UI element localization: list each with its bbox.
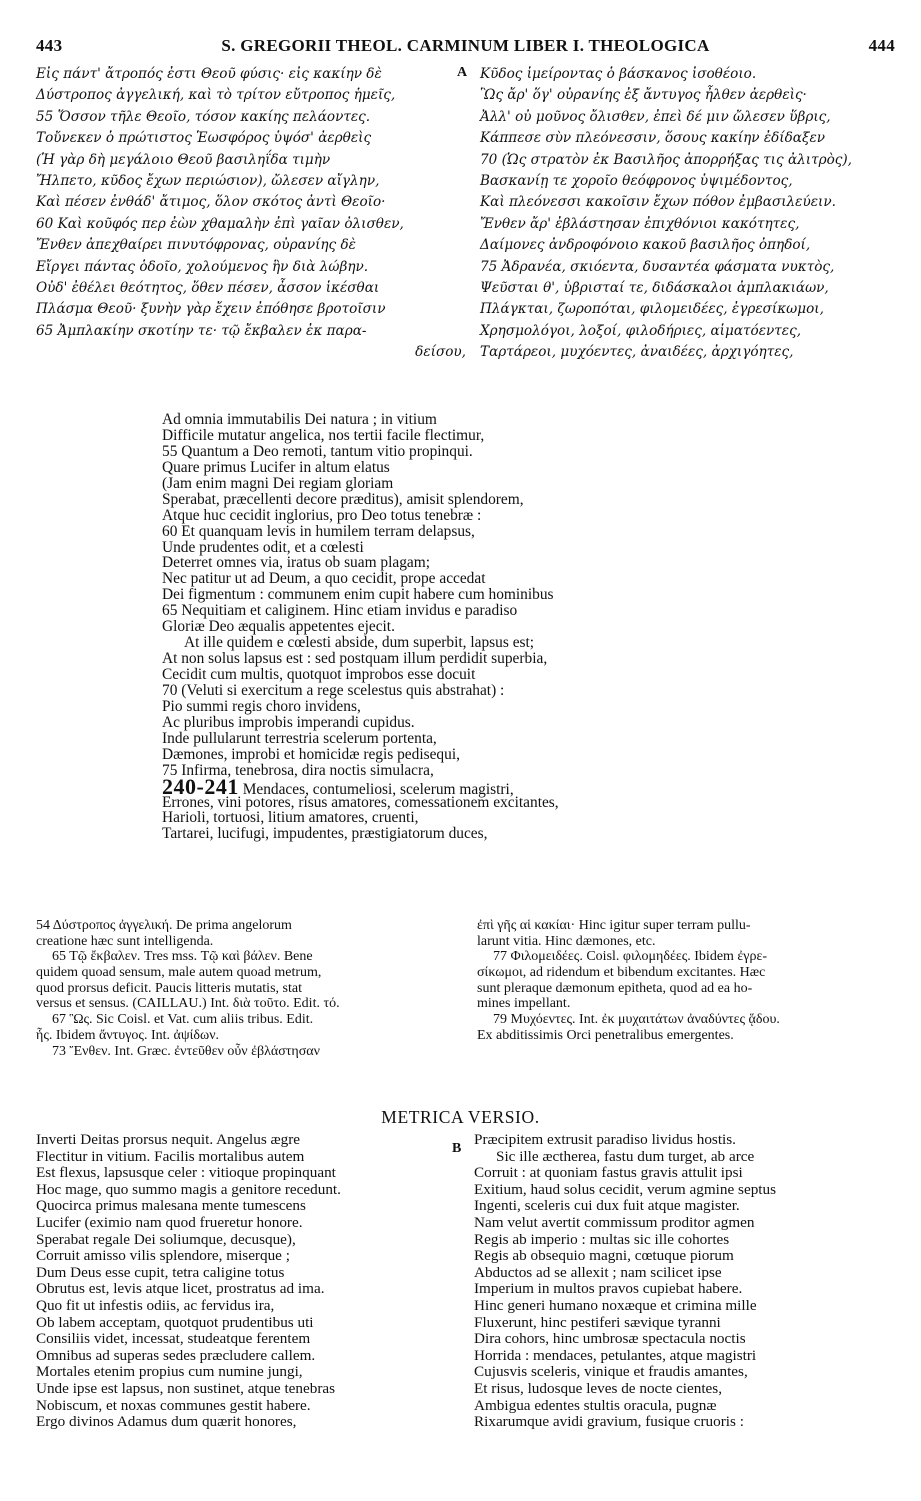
latin-verse-line: Inde pullularunt terrestria scelerum portenta,	[162, 729, 437, 747]
greek-verse-line: Χρησμολόγοι, λοξοί, φιλοδήριες, αἱματόεντες,	[480, 322, 802, 339]
footnote-line: 73 Ἔνθεν. Int. Græc. ἐντεῦθεν οὖν ἐβλάστησαν	[52, 1043, 320, 1059]
metrica-verse-line: Mortales etenim propius cum numine jungi,	[36, 1363, 303, 1381]
metrica-verse-line: Abductos ad se allexit ; nam scilicet ipse	[474, 1263, 722, 1281]
latin-verse-text: Mendaces, contumeliosi, scelerum magistri,	[242, 780, 514, 798]
margin-letter-b: B	[452, 1141, 462, 1156]
footnote-line: 77 Φιλομειδέες. Coisl. φιλομηδέες. Ibidem ἐγρε-	[493, 949, 768, 965]
metrica-verse-line: Rixarumque avidi gravium, fusique cruoris :	[474, 1413, 744, 1431]
greek-verse-line: (Ἡ γὰρ δὴ μεγάλοιο Θεοῦ βασιληΐδα τιμὴν	[36, 151, 331, 168]
metrica-verse-line: Nobiscum, et noxas communes gestit habere.	[36, 1396, 311, 1414]
latin-verse-line	[162, 773, 762, 799]
footnotes-right	[477, 918, 905, 1044]
metrica-verse-line: Exitium, haud solus cecidit, verum agmine septus	[474, 1180, 777, 1198]
latin-verse-line: 70 (Veluti si exercitum a rege scelestus quis abstrahat) :	[162, 681, 505, 699]
footnote-line: 65 Τῷ ἔκβαλεν. Tres mss. Τῷ καὶ βάλεν. Bene	[52, 949, 313, 965]
metrica-verse-line: Corruit amisso vilis splendore, miserque ;	[36, 1247, 290, 1265]
greek-verse-line: Καὶ πέσεν ἐνθάδ' ἄτιμος, ὅλον σκότος ἀντὶ Θεοῖο·	[36, 194, 386, 211]
metrica-verse-line: Est flexus, lapsusque celer : vitioque propinquant	[36, 1164, 336, 1182]
metrica-verse-line: Unde ipse est lapsus, non sustinet, atque tenebras	[36, 1379, 336, 1397]
footnote-line: sunt pleraque dæmonum epitheta, quod ad ea ho-	[477, 980, 753, 996]
latin-verse-line: Errones, vini potores, risus amatores, comessationem excitantes,	[162, 793, 559, 811]
page-number-left: 443	[36, 36, 63, 55]
footnote-line: versus et sensus. (CAILLAU.) Int. διὰ τοῦτο. Edit. τό.	[36, 996, 340, 1012]
greek-verse-line: Τοὔνεκεν ὁ πρώτιστος Ἑωσφόρος ὑψόσ' ἀερθεὶς	[36, 130, 372, 147]
latin-verse-line: Atque huc cecidit inglorius, pro Deo totus tenebræ :	[162, 506, 482, 524]
footnote-line: larunt vitia. Hinc dæmones, etc.	[477, 933, 656, 949]
metrica-verse-line: Inverti Deitas prorsus nequit. Angelus ægre	[36, 1131, 301, 1148]
metrica-verse-line: Regis ab imperio : multas sic ille cohortes	[474, 1230, 730, 1248]
greek-verse-line: Κάππεσε σὺν πλεόνεσσιν, ὅσους κακίην ἐδίδαξεν	[480, 130, 826, 147]
greek-verse-line: 60 Καὶ κοῦφός περ ἐὼν χθαμαλὴν ἐπὶ γαῖαν ὀλισθεν,	[36, 215, 404, 232]
metrica-verse-line: Quocirca primus malesana mente tumescens	[36, 1197, 306, 1215]
latin-verse-line: Pio summi regis choro invidens,	[162, 697, 361, 715]
greek-verse-line: Βασκανίῃ τε χοροῖο θεόφρονος ὑψιμέδοντος,	[480, 172, 793, 189]
footnote-line: quod prorsus deficit. Paucis litteris mutatis, stat	[36, 980, 302, 996]
greek-verse-line: Οὐδ' ἐθέλει θεότητος, ὅθεν πέσεν, ἆσσον ἱκέσθαι	[36, 279, 380, 296]
footnote-line: mines impellant.	[477, 996, 571, 1012]
metrica-verse-line: Regis ab obsequio magni, cœtuque piorum	[474, 1247, 734, 1265]
latin-verse-line: Difficile mutatur angelica, nos tertii facile flectimur,	[162, 426, 485, 444]
footnote-line: quidem quoad sensum, male autem quoad metrum,	[36, 965, 322, 981]
footnote-line: 67 Ὣς. Sic Coisl. et Vat. cum aliis tribus. Edit.	[52, 1012, 314, 1028]
footnote-line: ἐπὶ γῆς αἱ κακίαι· Hinc igitur super terram pullu-	[477, 918, 751, 933]
latin-verse-line: Dei figmentum : communem enim cupit habere cum hominibus	[162, 586, 554, 604]
greek-verse-line: Πλάγκται, ζωροπόται, φιλομειδέες, ἐγρεσίκωμοι,	[480, 301, 824, 318]
metrica-verse-line: Ingenti, sceleris cui dux fuit atque magister.	[474, 1197, 740, 1215]
greek-verse-line: Πλάσμα Θεοῦ· ξυνὴν γὰρ ἔχειν ἐπόθησε βροτοῖσιν	[36, 301, 386, 318]
metrica-column-left	[36, 1132, 446, 1431]
latin-verse-line: Ac pluribus improbis imperandi cupidus.	[162, 713, 415, 731]
greek-verse-line: Ἔνθεν ἄρ' ἐβλάστησαν ἐπιχθόνιοι κακότητες,	[480, 215, 800, 232]
metrica-verse-line: Lucifer (eximio nam quod frueretur honore.	[36, 1213, 303, 1231]
latin-verse-line: 75 Infirma, tenebrosa, dira noctis simulacra,	[162, 761, 434, 779]
metrica-verse-line: Dum Deus esse cupit, tetra caligine totus	[36, 1263, 285, 1281]
footnote-line: 54 Δύστροπος ἀγγελική. De prima angelorum	[36, 918, 292, 933]
metrica-verse-line: Ob labem acceptam, quotquot prudentibus uti	[36, 1313, 314, 1331]
latin-verse-line: Unde prudentes odit, et a cœlesti	[162, 538, 364, 556]
greek-verse-line: Ταρτάρεοι, μυχόεντες, ἀναιδέες, ἀρχιγόητες,	[480, 344, 794, 361]
running-header	[36, 36, 895, 58]
greek-verse-line: 55 Ὅσσον τῆλε Θεοῖο, τόσον κακίης πελάοντες.	[36, 108, 371, 125]
footnote-line: ἧς. Ibidem ἄντυγος. Int. ἀψίδων.	[36, 1027, 220, 1043]
greek-verse-line: Κῦδος ἱμείροντας ὁ βάσκανος ἰσοθέοιο.	[480, 66, 757, 82]
metrica-verse-line: Cujusvis sceleris, vinique et fraudis amantes,	[474, 1363, 748, 1381]
greek-verse-line: Ὣς ἄρ' ὅγ' οὐρανίης ἐξ ἄντυγος ἦλθεν ἀερθεὶς·	[480, 87, 807, 104]
metrica-column-right	[474, 1132, 904, 1431]
greek-column-left	[36, 64, 466, 363]
metrica-verse-line: Flectitur in vitium. Facilis mortalibus autem	[36, 1147, 305, 1165]
metrica-verse-line: Quo fit ut infestis odiis, ac fervidus ira,	[36, 1296, 275, 1314]
page-number-right: 444	[868, 36, 895, 55]
latin-verse-line: 55 Quantum a Deo remoti, tantum vitio propinqui.	[162, 442, 473, 460]
greek-verse-line: Εἰς πάντ' ἄτροπός ἐστι Θεοῦ φύσις· εἰς κακίην δὲ	[36, 66, 382, 82]
metrica-verse-line: Sic ille æctherea, fastu dum turget, ab arce	[496, 1147, 755, 1165]
greek-verse-line: 75 Ἀδρανέα, σκιόεντα, δυσαντέα φάσματα νυκτὸς,	[480, 258, 835, 275]
latin-verse-line: Cecidit cum multis, quotquot improbos esse docuit	[162, 666, 476, 683]
footnote-line: Ex abditissimis Orci penetralibus emergentes.	[477, 1027, 734, 1043]
margin-letter-a: A	[457, 65, 468, 80]
latin-verse-line: 60 Et quanquam levis in humilem terram delapsus,	[162, 522, 475, 540]
section-title: METRICA VERSIO.	[381, 1107, 540, 1127]
footnote-line: creatione hæc sunt intelligenda.	[36, 933, 214, 949]
metrica-verse-line: Horrida : mendaces, petulantes, atque magistri	[474, 1346, 757, 1364]
metrica-verse-line: Fluxerunt, hinc pestiferi sævique tyranni	[474, 1313, 721, 1331]
greek-verse-line: δείσου,	[415, 344, 466, 361]
footnote-line: 79 Μυχόεντες. Int. ἐκ μυχαιτάτων ἀναδύντες ᾅδου.	[493, 1012, 780, 1028]
latin-verse-line: Ad omnia immutabilis Dei natura ; in vitium	[162, 411, 437, 428]
metrica-verse-line: Corruit : at quoniam fastus gravis attulit ipsi	[474, 1164, 743, 1182]
greek-verse-line: Δαίμονες ἀνδροφόνοιο κακοῦ βασιλῆος ὀπηδοί,	[480, 237, 811, 254]
greek-verse-line: Ψεῦσται θ', ὑβρισταί τε, διδάσκαλοι ἀμπλακιάων,	[480, 279, 829, 296]
latin-verse-line: (Jam enim magni Dei regiam gloriam	[162, 474, 394, 492]
latin-translation	[162, 412, 762, 842]
latin-verse-line: Deterret omnes via, iratus ob suam plagam;	[162, 554, 430, 572]
greek-verse-line: Ἀλλ' οὐ μοῦνος ὄλισθεν, ἐπεὶ δέ μιν ὤλεσεν ὕβρις,	[480, 108, 831, 125]
metrica-verse-line: Dira cohors, hinc umbrosæ spectacula noctis	[474, 1330, 746, 1348]
greek-verse-line: Ἔνθεν ἀπεχθαίρει πινυτόφρονας, οὐρανίης δὲ	[36, 237, 356, 254]
latin-verse-line: At ille quidem e cœlesti abside, dum superbit, lapsus est;	[184, 634, 535, 652]
greek-verse-line: 65 Ἀμπλακίην σκοτίην τε· τῷ ἔκβαλεν ἐκ παρα-	[36, 322, 367, 339]
latin-verse-line: Sperabat, præcellenti decore præditus), amisit splendorem,	[162, 490, 524, 508]
metrica-verse-line: Et risus, ludosque leves de nocte cientes,	[474, 1379, 722, 1397]
metrica-verse-line: Ambigua edentes stultis oracula, pugnæ	[474, 1396, 717, 1414]
metrica-verse-line: Hoc mage, quo summo magis a genitore recedunt.	[36, 1180, 341, 1198]
latin-verse-line: Dæmones, improbi et homicidæ regis pedisequi,	[162, 745, 460, 763]
metrica-verse-line: Hinc generi humano noxæque et crimina mille	[474, 1296, 757, 1314]
metrica-verse-line: Obrutus est, levis atque licet, prostratus ad ima.	[36, 1280, 325, 1298]
latin-verse-line: Quare primus Lucifer in altum elatus	[162, 458, 390, 476]
greek-verse-line: Δύστροπος ἀγγελική, καὶ τὸ τρίτον εὔτροπος ἡμεῖς,	[36, 87, 396, 104]
greek-verse-line: 70 (Ὡς στρατὸν ἐκ Βασιλῆος ἀπορρήξας τις ἀλιτρὸς),	[480, 151, 853, 168]
greek-column-right	[480, 64, 900, 363]
greek-verse-line: Εἴργει πάντας ὁδοῖο, χολούμενος ἣν διὰ λώβην.	[36, 258, 369, 275]
metrica-verse-line: Præcipitem extrusit paradiso lividus hostis.	[474, 1131, 736, 1148]
metrica-verse-line: Imperium in multos pravos cupiebat habere.	[474, 1280, 743, 1298]
footnote-line: σίκωμοι, ad ridendum et bibendum excitantes. Hæc	[477, 965, 766, 981]
metrica-verse-line: Ergo divinos Adamus dum quærit honores,	[36, 1413, 297, 1431]
latin-verse-line: Tartarei, lucifugi, impudentes, præstigiatorum duces,	[162, 825, 488, 843]
footnotes-left	[36, 918, 462, 1059]
latin-verse-line: Nec patitur ut ad Deum, a quo cecidit, prope accedat	[162, 570, 486, 588]
metrica-verse-line: Consiliis videt, incessat, studeatque ferentem	[36, 1330, 311, 1348]
latin-verse-line: At non solus lapsus est : sed postquam illum perdidit superbia,	[162, 650, 548, 668]
latin-verse-line: Harioli, tortuosi, litium amatores, cruenti,	[162, 809, 419, 827]
latin-verse-line: Gloriæ Deo æqualis appetentes ejecit.	[162, 618, 395, 636]
metrica-verse-line: Nam velut avertit commissum proditor agmen	[474, 1213, 755, 1231]
metrica-verse-line: Sperabat regale Dei soliumque, decusque),	[36, 1230, 296, 1248]
greek-verse-line: Ἤλπετο, κῦδος ἔχων περιώσιον), ὤλεσεν αἴγλην,	[36, 172, 380, 189]
running-title: S. GREGORII THEOL. CARMINUM LIBER I. THEOLOGICA	[221, 36, 710, 55]
latin-verse-line: 65 Nequitiam et caliginem. Hinc etiam invidus e paradiso	[162, 602, 518, 620]
column-number-marker: 240-241	[162, 773, 239, 799]
metrica-verse-line: Omnibus ad superas sedes præcludere callem.	[36, 1346, 316, 1364]
greek-verse-line: Καὶ πλεόνεσσι κακοῖσιν ἔχων πόθον ἐμβασιλεύειν.	[480, 194, 836, 211]
